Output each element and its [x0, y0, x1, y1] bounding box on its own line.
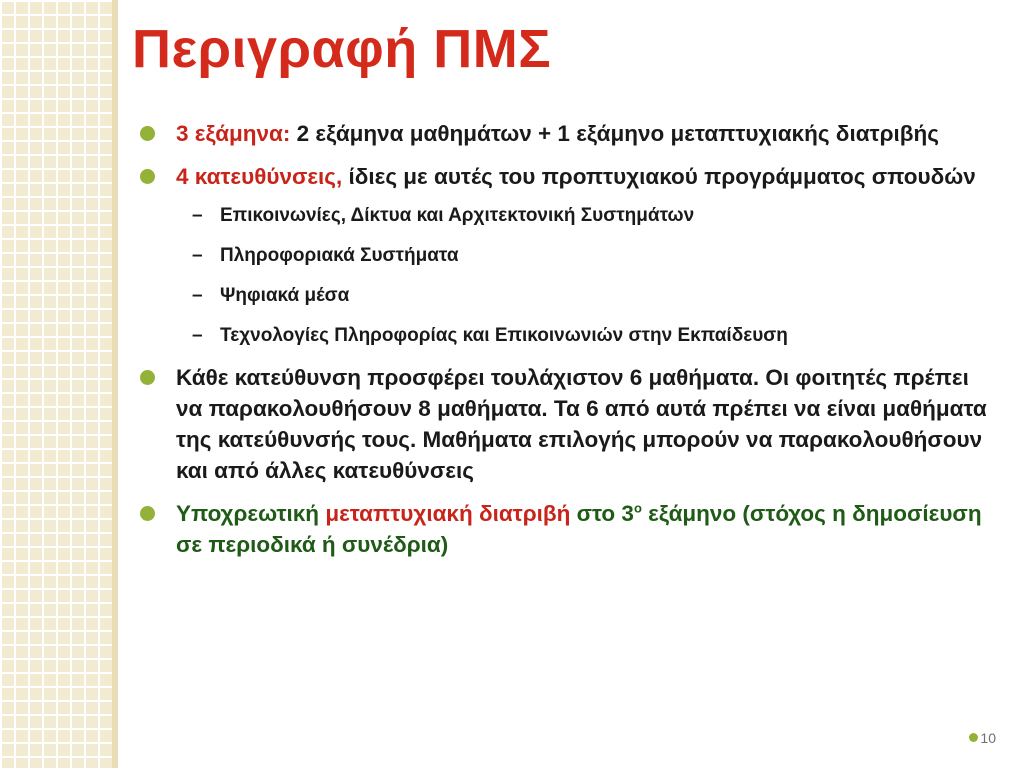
thesis-highlight: μεταπτυχιακή διατριβή [325, 501, 571, 526]
specializations-text: ίδιες με αυτές του προπτυχιακού προγράμματος σπουδών [342, 164, 976, 189]
bullet-dot-icon [140, 169, 155, 184]
bullet-specializations [140, 161, 1000, 192]
thesis-part1: Υποχρεωτική [176, 501, 326, 526]
dash-icon: – [192, 325, 203, 346]
subitem-label: Επικοινωνίες, Δίκτυα και Αρχιτεκτονική Συστημάτων [220, 205, 695, 226]
dash-icon: – [192, 245, 203, 266]
subitem-communications [140, 204, 1000, 228]
page-dot-icon [969, 733, 978, 742]
subitem-label: Πληροφοριακά Συστήματα [220, 245, 459, 266]
thesis-part3: εξάμηνο (στόχος η δημοσίευση σε περιοδικά ή συνέδρια) [176, 501, 982, 557]
page-number [969, 730, 996, 746]
slide-title: Περιγραφή ΠΜΣ [132, 19, 552, 79]
bullet-dot-icon [140, 370, 155, 385]
subitem-label: Ψηφιακά μέσα [220, 285, 350, 306]
subitem-information-systems [140, 244, 1000, 268]
courses-text: Κάθε κατεύθυνση προσφέρει τουλάχιστον 6 μαθήματα. Οι φοιτητές πρέπει να παρακολουθήσουν 8 μαθήματα. Τα 6 από αυτά πρέπει να είναι μαθήματα της κατεύθυνσής τους. Μαθήματα επιλογής μπορούν να παρακολουθήσουν και από άλλες κατευθύνσεις [176, 365, 987, 483]
semesters-highlight: 3 εξάμηνα: [176, 121, 291, 146]
semesters-text: 2 εξάμηνα μαθημάτων + 1 εξάμηνο μεταπτυχιακής διατριβής [290, 121, 939, 146]
side-decorative-pattern [0, 0, 112, 768]
bullet-dot-icon [140, 126, 155, 141]
bullet-courses [140, 362, 1000, 486]
dash-icon: – [192, 205, 203, 226]
bullet-dot-icon [140, 506, 155, 521]
thesis-superscript: ο [633, 500, 642, 516]
thesis-part2: στο 3 [570, 501, 634, 526]
slide-content [140, 118, 1000, 572]
subitem-label: Τεχνολογίες Πληροφορίας και Επικοινωνιών στην Εκπαίδευση [220, 325, 788, 346]
bullet-semesters [140, 118, 1000, 149]
subitem-digital-media [140, 284, 1000, 308]
side-decorative-border [112, 0, 118, 768]
page-number-label: 10 [980, 730, 996, 746]
subitem-ict-education [140, 324, 1000, 348]
dash-icon: – [192, 285, 203, 306]
bullet-thesis [140, 498, 1000, 560]
specializations-highlight: 4 κατευθύνσεις, [176, 164, 343, 189]
